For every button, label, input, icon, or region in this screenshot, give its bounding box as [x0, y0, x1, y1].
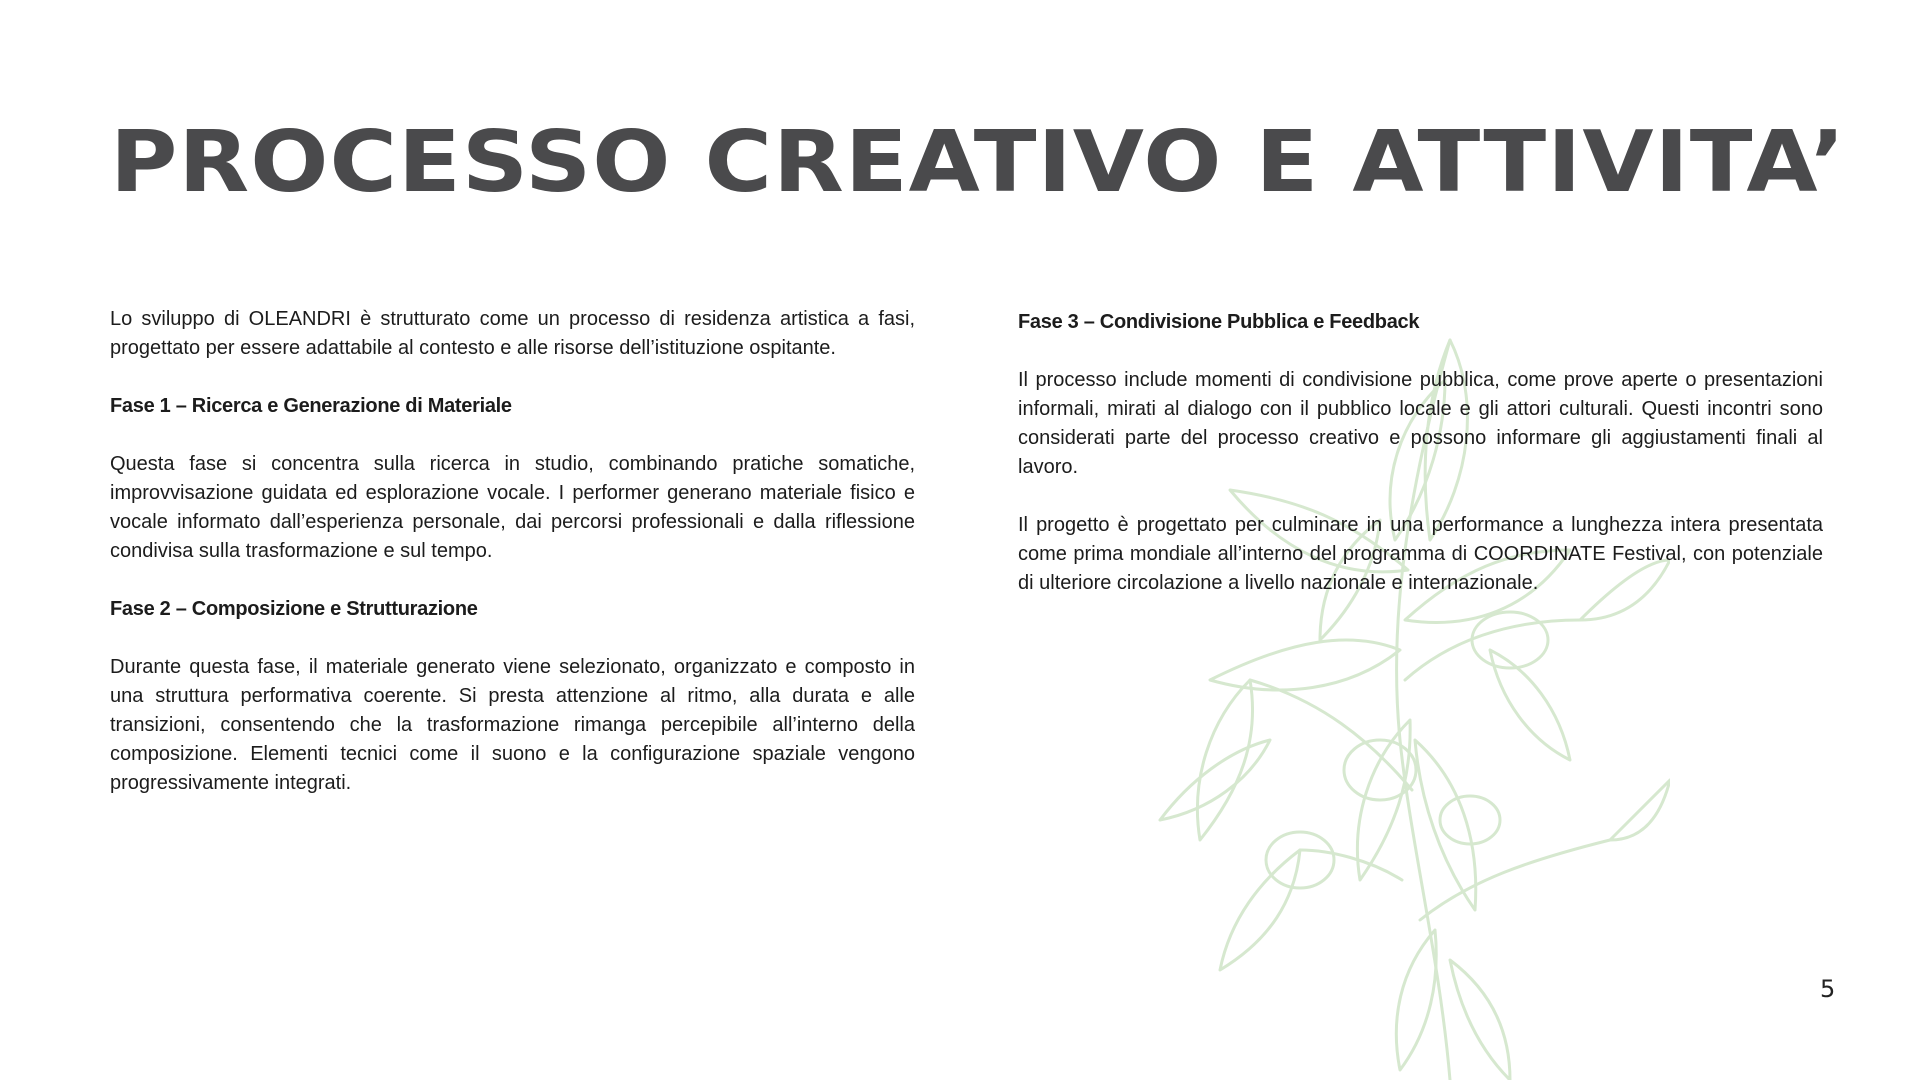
phase-2-paragraph: Durante questa fase, il materiale generato viene selezionato, organizzato e composto in una struttura performativa coerente. Si presta attenzione al ritmo, alla durata e alle transizioni, consentendo che la trasformazione rimanga percepibile all’interno della composizione. Elementi tecnici come il suono e la configurazione spaziale vengono progressivamente integrati.: [110, 656, 915, 794]
left-column: [110, 305, 915, 827]
right-column: [1018, 308, 1823, 627]
page-number: 5: [1820, 975, 1836, 1003]
intro-paragraph: Lo sviluppo di OLEANDRI è strutturato come un processo di residenza artistica a fasi, progettato per essere adattabile al contesto e alle risorse dell’istituzione ospitante.: [110, 308, 915, 359]
phase-2-heading: Fase 2 – Composizione e Strutturazione: [110, 598, 478, 620]
phase-1-paragraph: Questa fase si concentra sulla ricerca in studio, combinando pratiche somatiche, improvvisazione guidata ed esplorazione vocale. I performer generano materiale fisico e vocale informato dall’esperienza personale, dai percorsi professionali e dalla riflessione condivisa sulla trasformazione e sul tempo.: [110, 453, 915, 562]
phase-1-heading: Fase 1 – Ricerca e Generazione di Materiale: [110, 395, 512, 417]
page-title: PROCESSO CREATIVO E ATTIVITA’: [110, 112, 1847, 212]
phase-3-heading: Fase 3 – Condivisione Pubblica e Feedback: [1018, 311, 1420, 333]
closing-paragraph: Il progetto è progettato per culminare in una performance a lunghezza intera presentata come prima mondiale all’interno del programma di COORDINATE Festival, con potenziale di ulteriore circolazione a livello nazionale e internazionale.: [1018, 514, 1823, 594]
phase-3-paragraph: Il processo include momenti di condivisione pubblica, come prove aperte o presentazioni informali, mirati al dialogo con il pubblico locale e gli attori culturali. Questi incontri sono considerati parte del processo creativo e possono informare gli aggiustamenti finali al lavoro.: [1018, 369, 1823, 478]
